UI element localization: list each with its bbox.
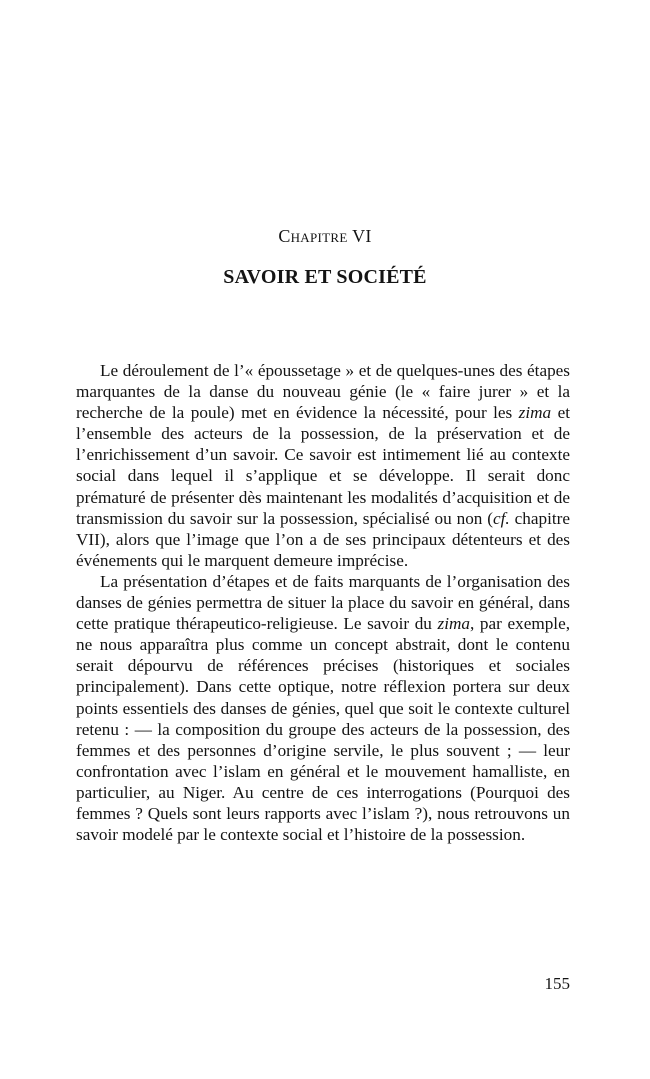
italic-term: zima [518,403,552,423]
body-text [76,360,570,845]
italic-term: cf. [493,508,510,528]
text-run: chapitre VII), alors que l’image que l’on a de ses principaux détenteurs et des événements qui le marquent demeure imprécise. [76,508,570,570]
text-run: , par exemple, ne nous apparaîtra plus comme un concept abstrait, dont le contenu serait dépourvu de références précises (historiques et sociales principalement). Dans cette optique, notre réflexion portera sur deux points essentiels des danses de génies, quel que soit le contexte culturel retenu : — la composition du groupe des acteurs de la possession, des femmes et des personnes d’origine servile, le plus souvent ; — leur confrontation avec l’islam en général et le mouvement hamalliste, en particulier, au Niger. Au centre de ces interrogations (Pourquoi des femmes ? Quels sont leurs rapports avec l’islam ?), nous retrouvons un savoir modelé par le contexte social et l’histoire de la possession. [76,614,570,845]
italic-term: zima [437,614,471,634]
paragraph-1 [76,360,570,571]
page-number: 155 [544,974,570,993]
paragraph-2 [76,571,570,845]
text-run: Le déroulement de l’« époussetage » et de quelques-unes des étapes marquantes de la danse du nouveau génie (le « faire jurer » et la recherche de la poule) met en évidence la nécessité, pour les [76,361,570,423]
chapter-label: Chapitre VI [278,226,372,246]
text-run: et l’ensemble des acteurs de la possession, de la préservation et de l’enrichissement d’un savoir. Ce savoir est intimement lié au contexte social dans lequel il s’applique et se développe. Il serait donc prématuré de présenter dès maintenant les modalités d’acquisition et de transmission du savoir sur la possession, spécialisé ou non ( [76,403,570,528]
chapter-title: SAVOIR ET SOCIÉTÉ [223,266,427,288]
text-run: La présentation d’étapes et de faits marquants de l’organisation des danses de génies permettra de situer la place du savoir en général, dans cette pratique thérapeutico-religieuse. Le savoir du [76,571,570,634]
